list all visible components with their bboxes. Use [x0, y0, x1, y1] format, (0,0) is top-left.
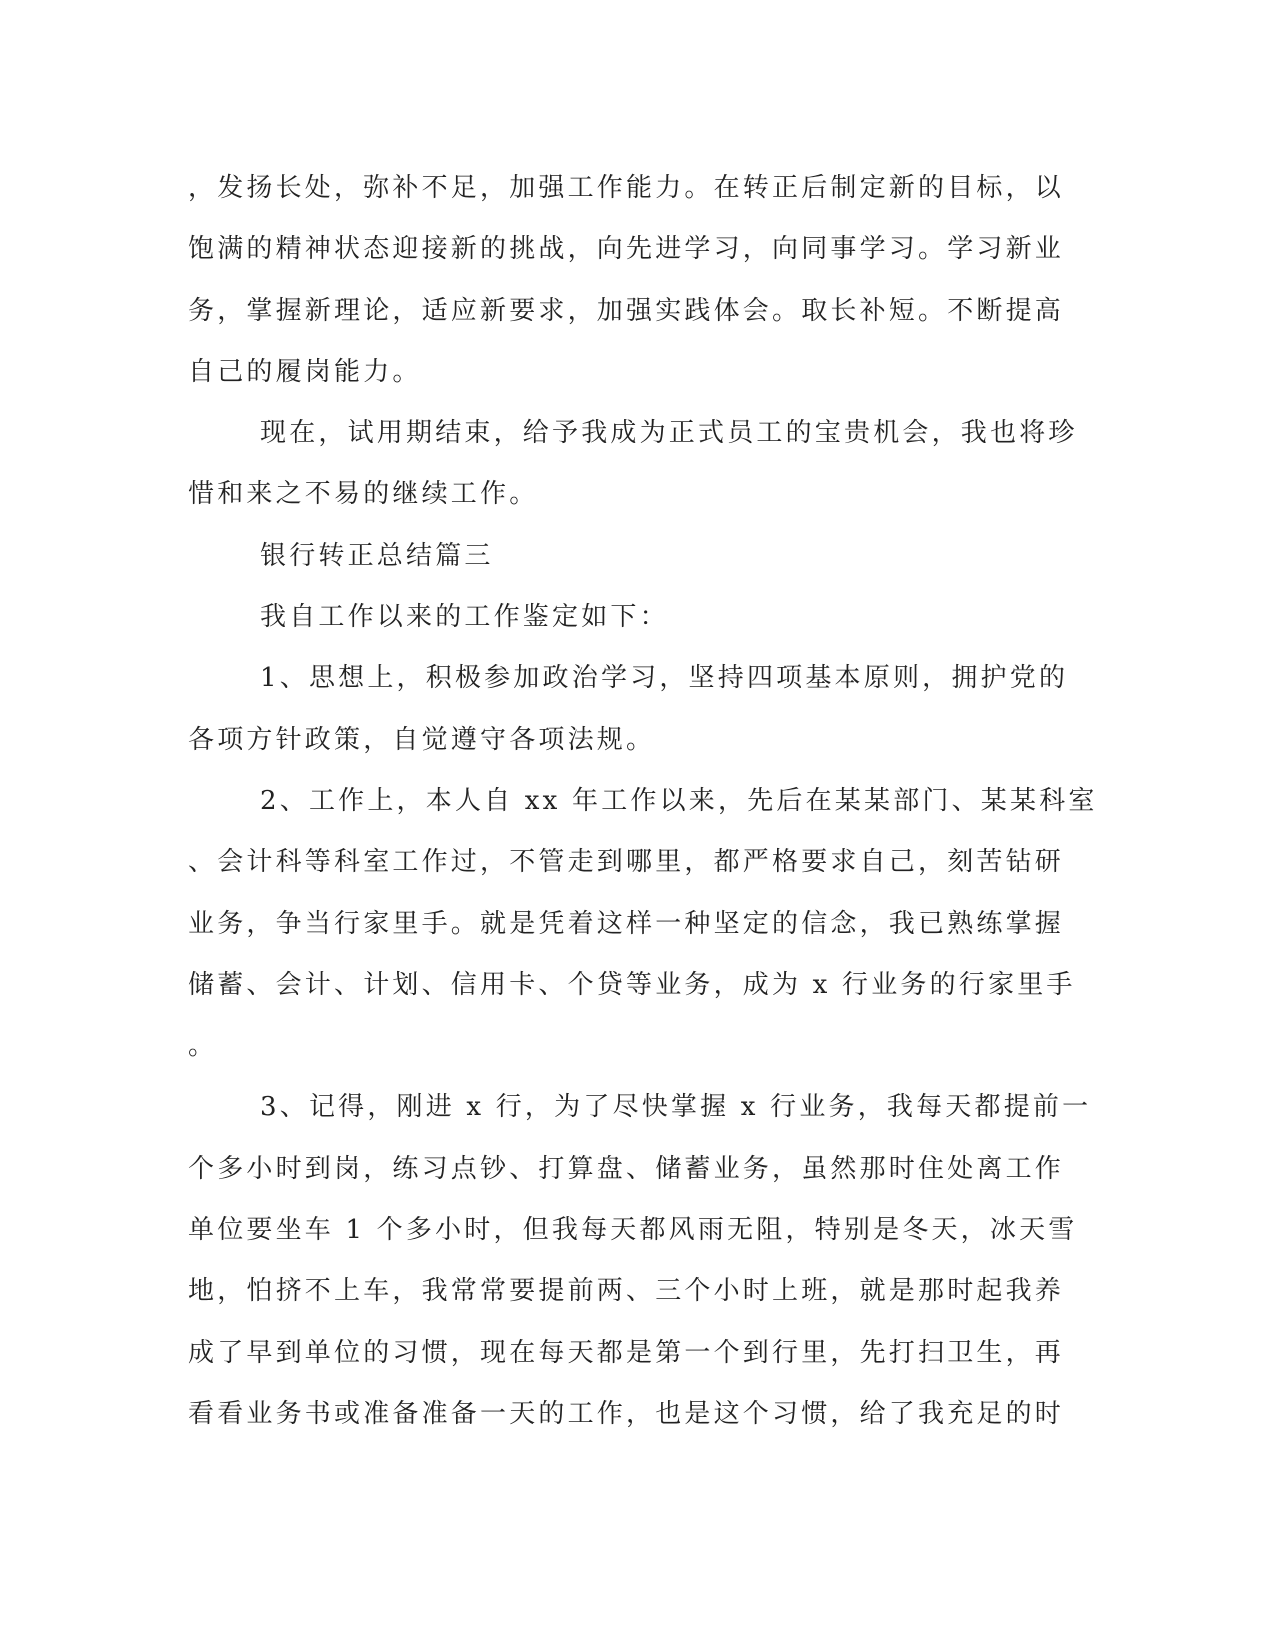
text-line: 1、思想上，积极参加政治学习，坚持四项基本原则，拥护党的: [260, 663, 1069, 694]
text-line: 、会计科等科室工作过，不管走到哪里，都严格要求自己，刻苦钻研: [188, 847, 1065, 878]
text-line: 务，掌握新理论，适应新要求，加强实践体会。取长补短。不断提高: [188, 295, 1065, 326]
document-body: [188, 158, 1098, 1445]
text-line: 地，怕挤不上车，我常常要提前两、三个小时上班，就是那时起我养: [188, 1276, 1065, 1307]
text-line: 单位要坐车 1 个多小时，但我每天都风雨无阻，特别是冬天，冰天雪: [188, 1215, 1078, 1246]
text-line: 3、记得，刚进 x 行，为了尽快掌握 x 行业务，我每天都提前一: [260, 1092, 1092, 1123]
text-line: 2、工作上，本人自 xx 年工作以来，先后在某某部门、某某科室: [260, 785, 1098, 816]
text-line: 饱满的精神状态迎接新的挑战，向先进学习，向同事学习。学习新业: [188, 234, 1065, 265]
section-heading: 银行转正总结篇三: [260, 540, 494, 571]
text-line: 成了早到单位的习惯，现在每天都是第一个到行里，先打扫卫生，再: [188, 1337, 1065, 1368]
text-line: 各项方针政策，自觉遵守各项法规。: [188, 724, 656, 755]
text-line: 看看业务书或准备准备一天的工作，也是这个习惯，给了我充足的时: [188, 1398, 1065, 1429]
text-line: 。: [188, 1031, 218, 1062]
text-line: 储蓄、会计、计划、信用卡、个贷等业务，成为 x 行业务的行家里手: [188, 969, 1076, 1000]
text-line: 个多小时到岗，练习点钞、打算盘、储蓄业务，虽然那时住处离工作: [188, 1153, 1065, 1184]
text-line: ，发扬长处，弥补不足，加强工作能力。在转正后制定新的目标，以: [188, 173, 1065, 203]
text-line: 现在，试用期结束，给予我成为正式员工的宝贵机会，我也将珍: [260, 418, 1078, 449]
text-line: 业务，争当行家里手。就是凭着这样一种坚定的信念，我已熟练掌握: [188, 908, 1065, 939]
text-line: 惜和来之不易的继续工作。: [188, 479, 539, 510]
text-line: 我自工作以来的工作鉴定如下：: [260, 602, 669, 633]
text-line: 自己的履岗能力。: [188, 356, 422, 387]
